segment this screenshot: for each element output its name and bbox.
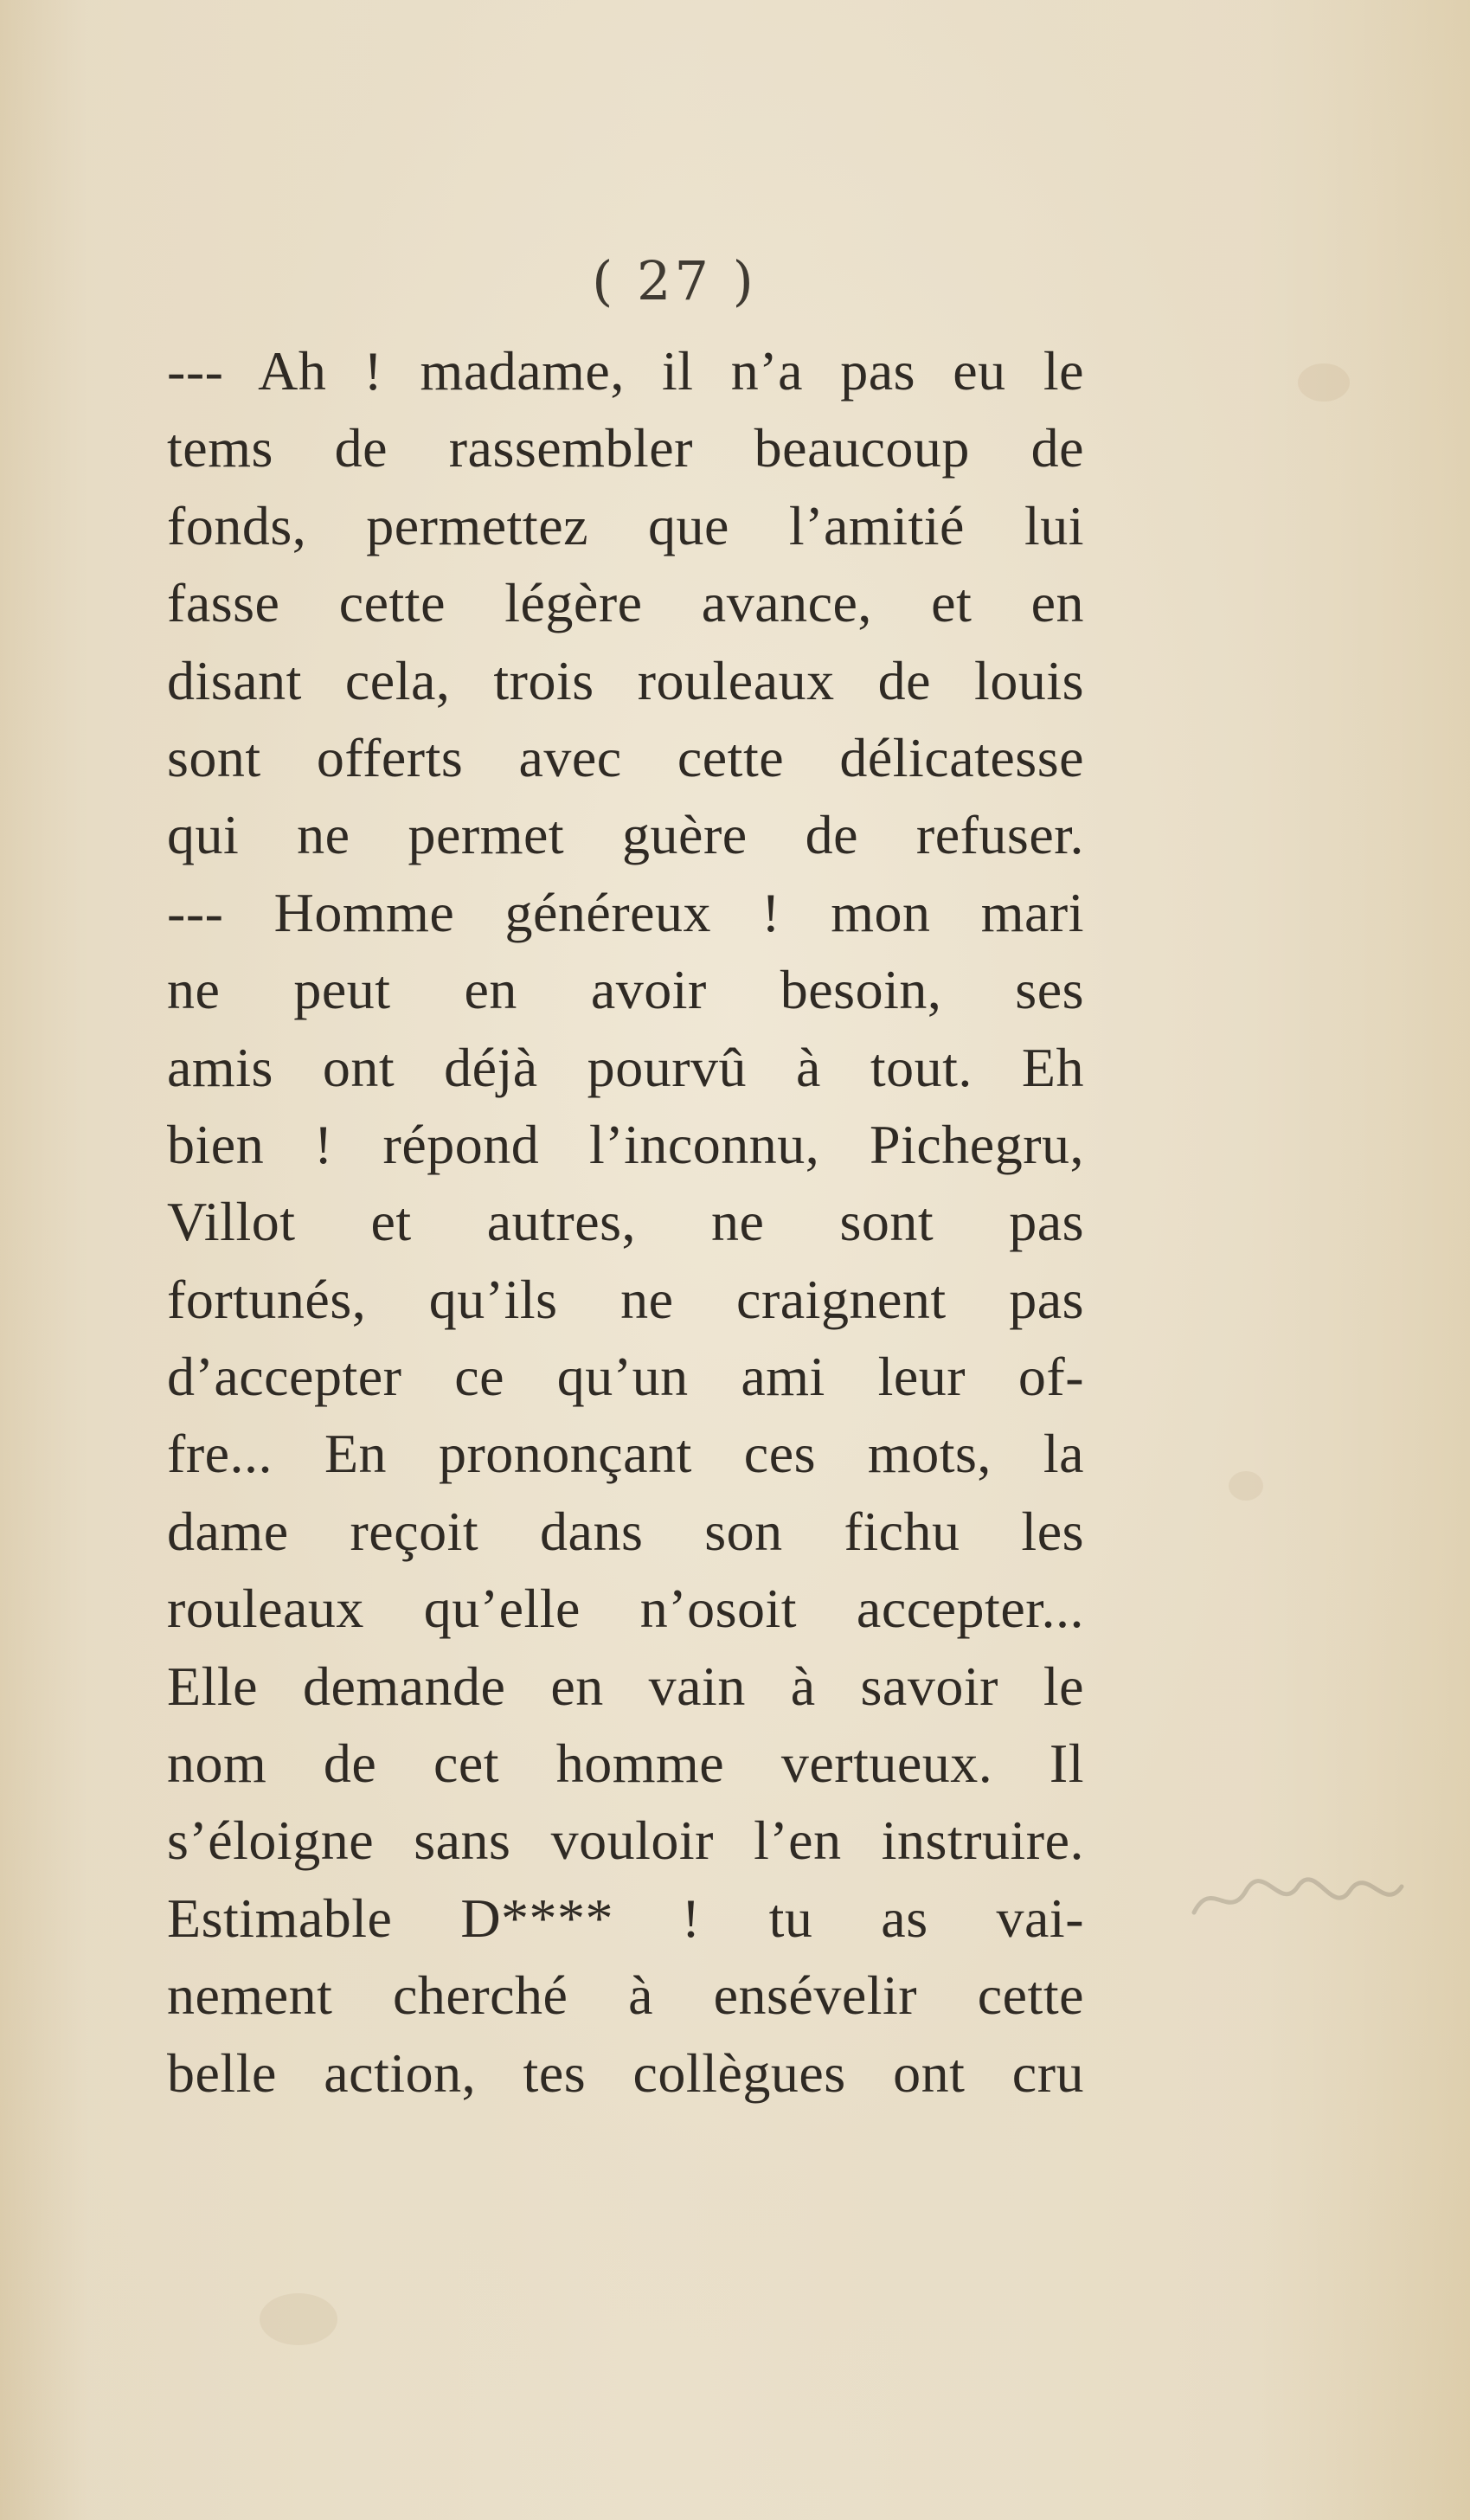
text-line: s’éloigne sans vouloir l’en instruire. <box>167 1810 1084 1872</box>
text-line: --- Ah ! madame, il n’a pas eu le <box>167 340 1084 402</box>
text-line: ne peut en avoir besoin, ses <box>167 959 1084 1021</box>
text-line: fonds, permettez que l’amitié lui <box>167 494 1084 556</box>
text-line: d’accepter ce qu’un ami leur of- <box>167 1346 1084 1408</box>
text-line: nement cherché à ensévelir cette <box>167 1964 1084 2027</box>
text-line: Villot et autres, ne sont pas <box>167 1191 1084 1253</box>
text-line: Estimable D**** ! tu as vai- <box>167 1887 1084 1949</box>
text-line: disant cela, trois rouleaux de louis <box>167 649 1084 711</box>
text-line: Elle demande en vain à savoir le <box>167 1655 1084 1717</box>
page-number: ( 27 ) <box>592 249 757 312</box>
text-line: amis ont déjà pourvû à tout. Eh <box>167 1036 1084 1098</box>
text-line: --- Homme généreux ! mon mari <box>167 881 1084 943</box>
text-line: fre... En prononçant ces mots, la <box>167 1423 1084 1485</box>
text-line: tems de rassembler beaucoup de <box>167 417 1084 479</box>
paper-stain <box>1229 1471 1263 1501</box>
pencil-mark <box>1185 1861 1410 1938</box>
text-line: bien ! répond l’inconnu, Pichegru, <box>167 1113 1084 1175</box>
text-line: fasse cette légère avance, et en <box>167 572 1084 634</box>
text-line: rouleaux qu’elle n’osoit accepter... <box>167 1578 1084 1640</box>
paper-stain <box>260 2293 337 2345</box>
text-line: fortunés, qu’ils ne craignent pas <box>167 1268 1084 1330</box>
text-line: nom de cet homme vertueux. Il <box>167 1732 1084 1795</box>
text-line: qui ne permet guère de refuser. <box>167 804 1084 866</box>
text-line: belle action, tes collègues ont cru <box>167 2041 1084 2104</box>
body-text <box>167 332 1084 2112</box>
paper-stain <box>1298 363 1350 402</box>
text-line: sont offerts avec cette délicatesse <box>167 726 1084 788</box>
text-line: dame reçoit dans son fichu les <box>167 1500 1084 1562</box>
